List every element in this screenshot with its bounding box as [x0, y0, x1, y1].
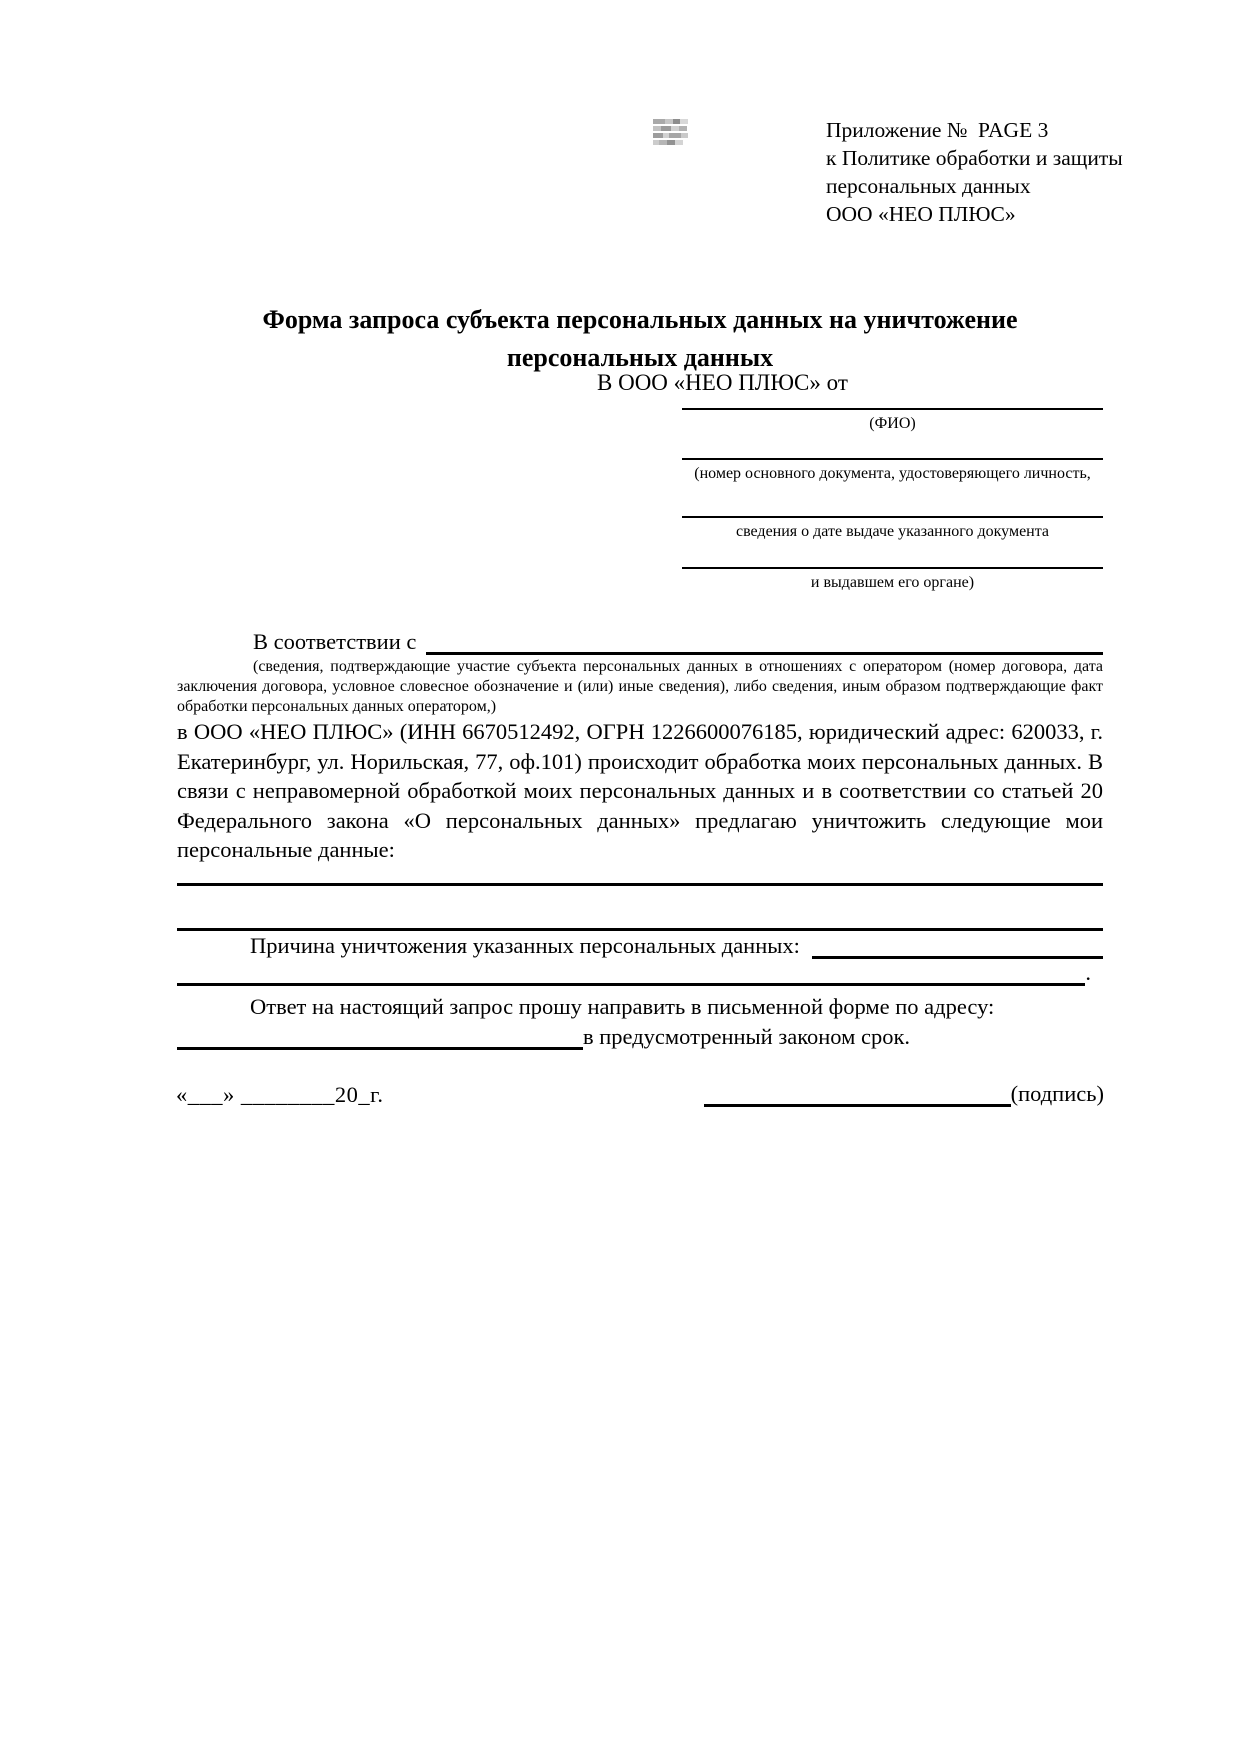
document-number-field-line	[682, 458, 1103, 460]
signature-blank-line	[704, 1080, 1011, 1107]
issue-date-field-line	[682, 516, 1103, 518]
reason-blank-line	[812, 939, 1103, 959]
document-number-caption: (номер основного документа, удостоверяющего личность,	[694, 465, 1091, 482]
appendix-header-line: персональных данных	[826, 174, 1031, 198]
reason-label: Причина уничтожения указанных персональных данных:	[250, 933, 800, 958]
response-label: Ответ на настоящий запрос прошу направить в письменной форме по адресу:	[250, 994, 995, 1019]
signature-caption: (подпись)	[1010, 1080, 1104, 1106]
personal-data-blank-line-1	[177, 883, 1103, 886]
form-title-line2: персональных данных	[506, 343, 774, 372]
fio-field-line	[682, 408, 1103, 410]
addressee-line: В ООО «НЕО ПЛЮС» от	[597, 370, 848, 395]
accordance-lead: В соответствии с	[253, 629, 417, 654]
accordance-row	[253, 629, 1103, 655]
reason-blank-line-2	[177, 959, 1085, 986]
accordance-note: (сведения, подтверждающие участие субъекта персональных данных в отношениях с оператором (номер договора, дата заключения договора, условное словесное обозначение и (или) иные сведения), либо сведения, иным образом подтверждающие факт обработки персональных данных оператором,)	[177, 658, 1103, 715]
fio-caption: (ФИО)	[869, 415, 916, 432]
issuing-authority-field-line	[682, 567, 1103, 569]
form-title-line1: Форма запроса субъекта персональных данных на уничтожение	[262, 305, 1018, 334]
personal-data-blank-line-2	[177, 928, 1103, 931]
appendix-header-line: Приложение № PAGE 3	[826, 118, 1049, 142]
issue-date-caption: сведения о дате выдаче указанного документа	[735, 523, 1050, 540]
form-title	[177, 301, 1103, 377]
reason-period: .	[1085, 959, 1091, 985]
accordance-blank-line	[426, 635, 1103, 655]
issuing-authority-caption: и выдавшем его органе)	[810, 574, 975, 591]
reason-row	[250, 933, 1103, 959]
address-blank-line	[177, 1023, 583, 1050]
appendix-header-line: к Политике обработки и защиты	[826, 146, 1123, 170]
date-blank-line: «___» ________20_г.	[176, 1082, 384, 1107]
pixelated-image-icon	[653, 117, 689, 145]
appendix-header-line: ООО «НЕО ПЛЮС»	[826, 202, 1016, 226]
response-tail: в предусмотренный законом срок.	[583, 1023, 910, 1049]
response-address-row	[177, 1023, 1103, 1050]
body-paragraph: в ООО «НЕО ПЛЮС» (ИНН 6670512492, ОГРН 1226600076185, юридический адрес: 620033, г. Екатеринбург, ул. Норильская, 77, оф.101) происходит обработка моих персональных данных. В связи с неправомерной обработкой моих персональных данных и в соответствии со статьей 20 Федерального закона «О персональных данных» предлагаю уничтожить следующие мои персональные данные:	[177, 719, 1103, 862]
reason-continuation-row	[177, 959, 1091, 986]
signature-row	[704, 1080, 1104, 1107]
appendix-header	[826, 116, 1123, 228]
